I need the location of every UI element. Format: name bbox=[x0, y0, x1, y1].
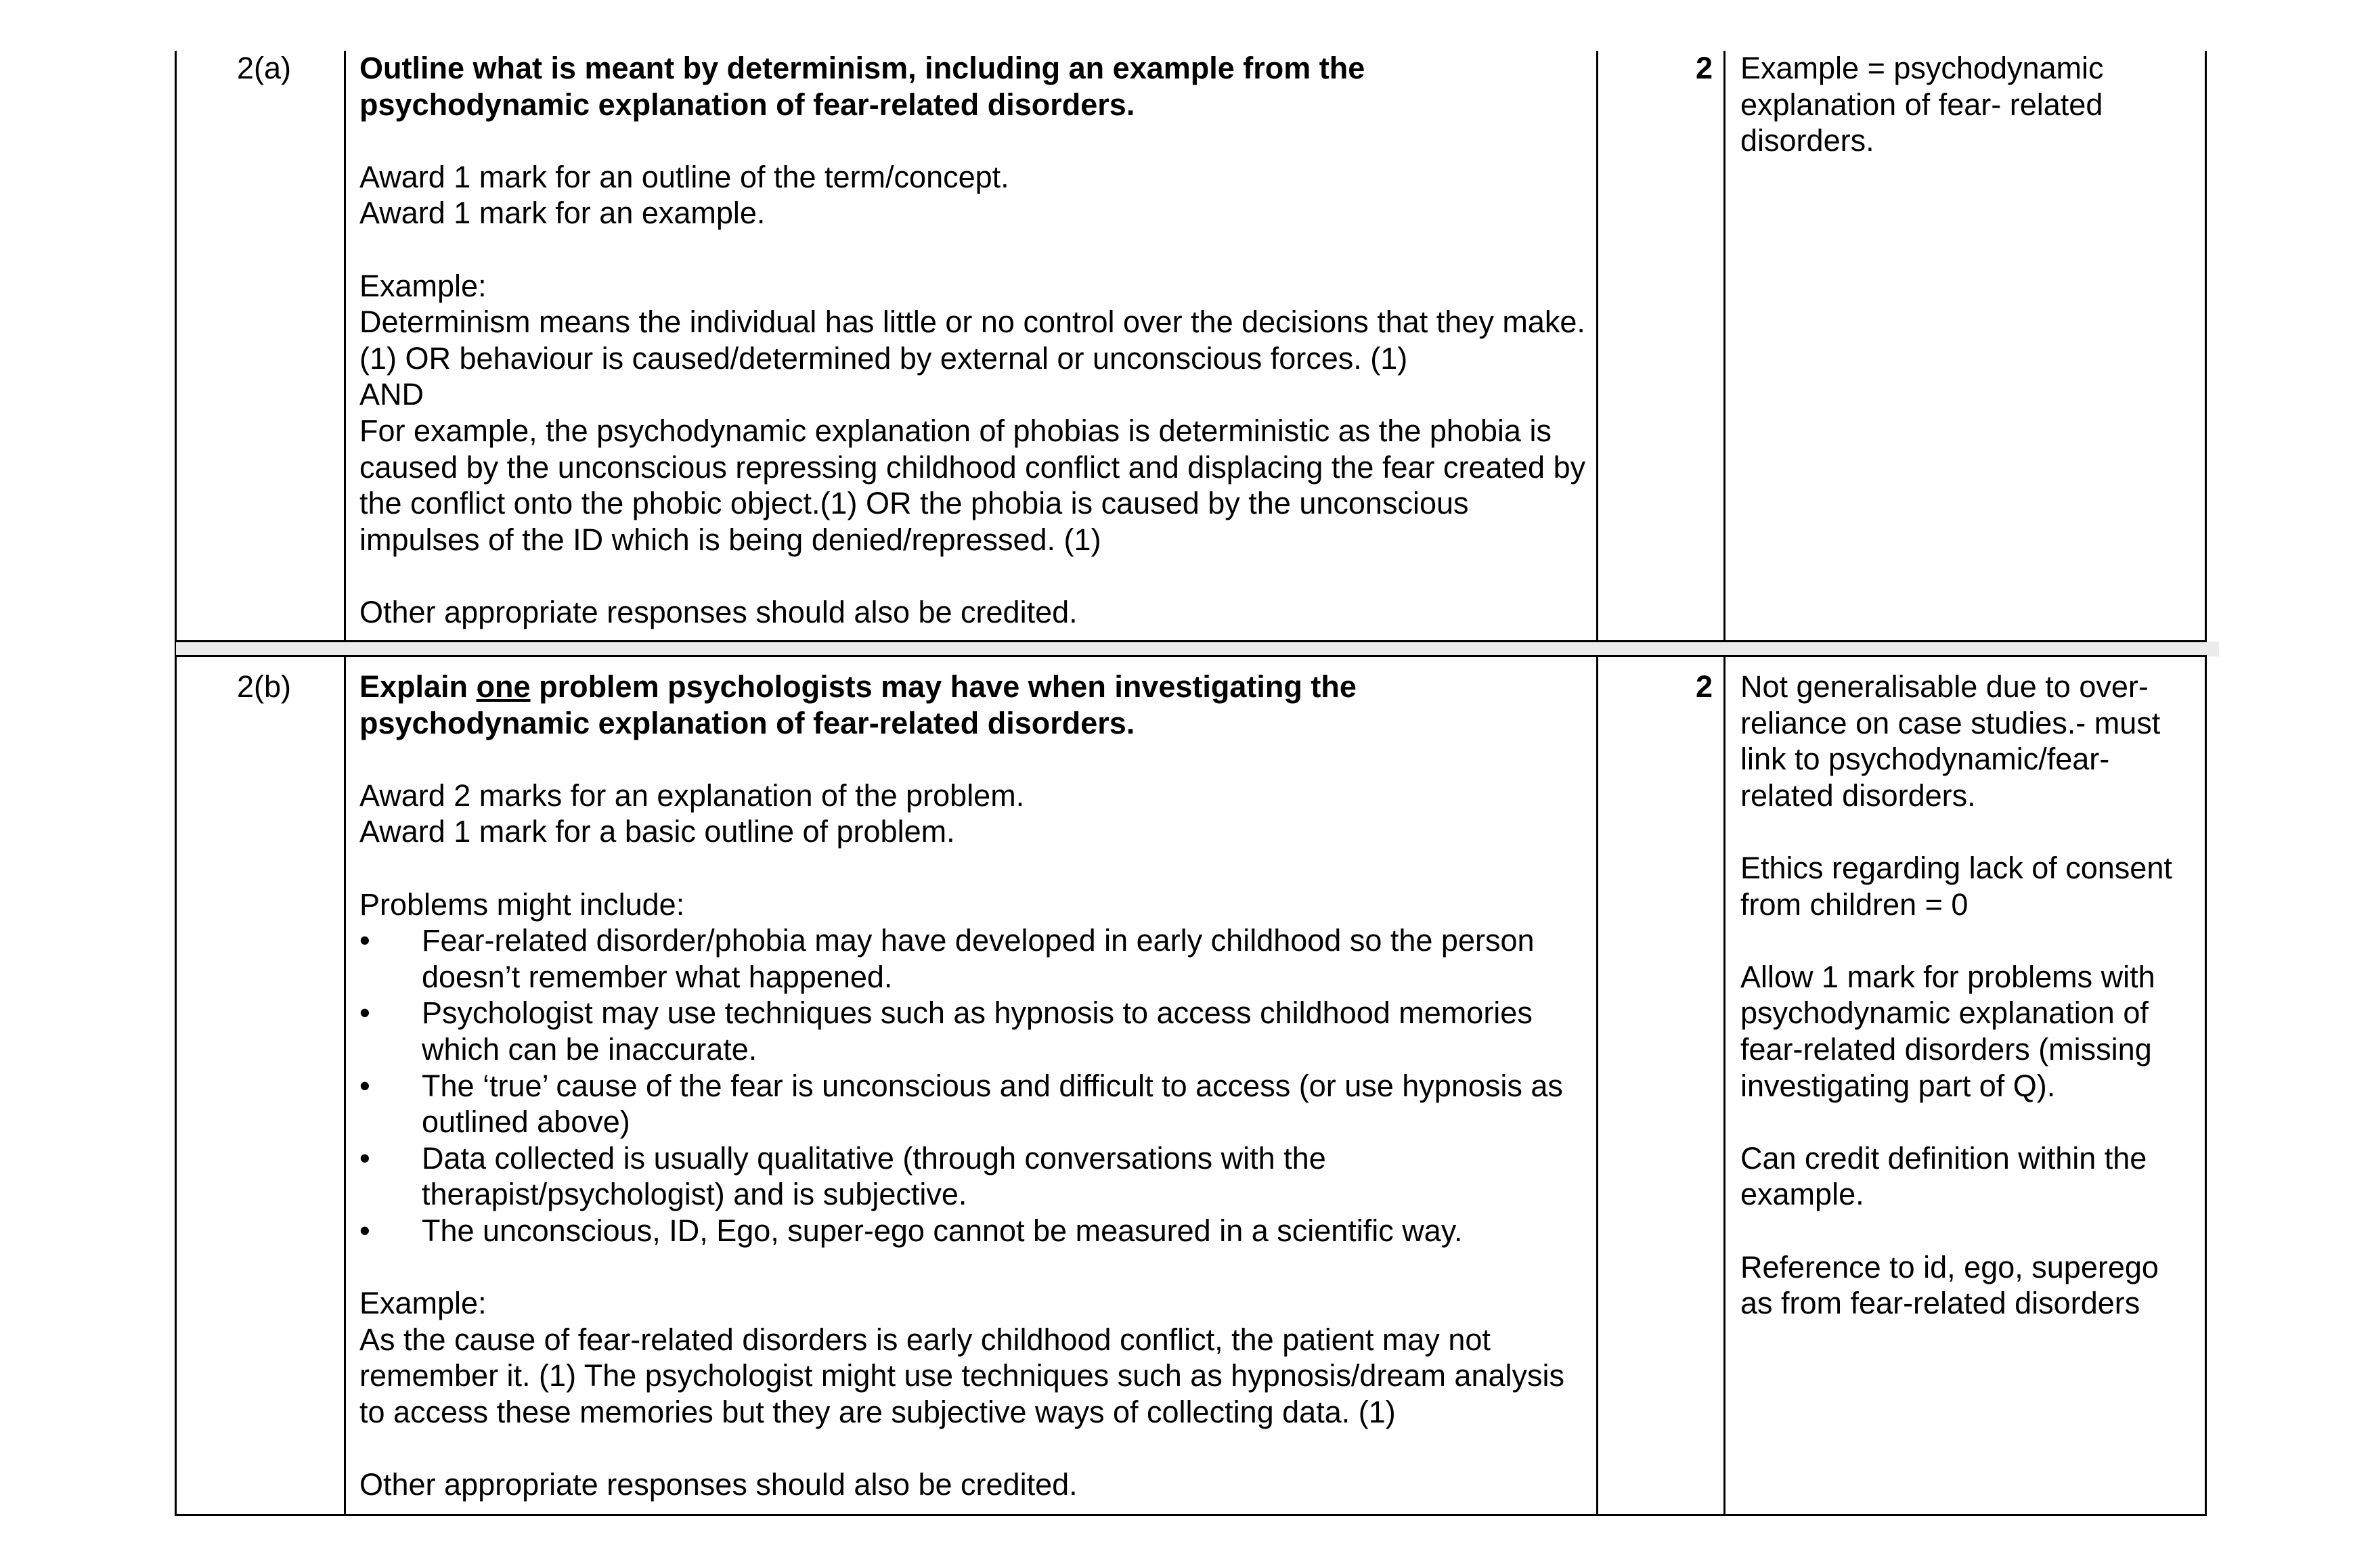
example-label: Example: bbox=[359, 268, 487, 303]
example-text: Determinism means the individual has little or no control over the decisions that they make. (1) OR behaviour is caused/determined by external or unconscious forces. (1) bbox=[359, 305, 1585, 376]
guidance-paragraph: Not generalisable due to over-reliance on case studies.- must link to psychodynamic/fear-related disorders. bbox=[1740, 669, 2161, 813]
award-line: Award 1 mark for a basic outline of problem. bbox=[359, 814, 955, 849]
guidance-text bbox=[1740, 669, 2197, 1322]
list-item bbox=[359, 922, 1588, 995]
closing-note: Other appropriate responses should also be credited. bbox=[359, 1467, 1078, 1502]
list-item bbox=[359, 1213, 1588, 1249]
column-divider-guidance bbox=[1723, 51, 1725, 1516]
problems-list bbox=[359, 922, 1588, 1249]
example-text: For example, the psychodynamic explanation of phobias is deterministic as the phobia is caused by the unconscious repressing childhood conflict and displacing the fear created by the conflict onto the phobic object.(1) OR the phobia is caused by the unconscious impulses of the ID which is being denied/repressed. (1) bbox=[359, 413, 1586, 557]
list-item bbox=[359, 1140, 1588, 1213]
row-separator-bottom bbox=[175, 655, 2207, 657]
bullet-icon: • bbox=[359, 995, 370, 1031]
question-text: Outline what is meant by determinism, including an example from the psychodynamic explanation of fear-related disorders. bbox=[359, 51, 1365, 122]
guidance-paragraph: Can credit definition within the example. bbox=[1740, 1140, 2147, 1212]
list-item-text: Psychologist may use techniques such as hypnosis to access childhood memories which can be inaccurate. bbox=[422, 995, 1533, 1067]
bullet-icon: • bbox=[359, 923, 370, 958]
marks-value: 2 bbox=[1695, 51, 1713, 85]
list-item bbox=[359, 995, 1588, 1067]
list-item bbox=[359, 1068, 1588, 1140]
guidance-paragraph: Reference to id, ego, superego as from fear-related disorders bbox=[1740, 1249, 2159, 1321]
example-text: As the cause of fear-related disorders is early childhood conflict, the patient may not remember it. (1) The psychologist might use techniques such as hypnosis/dream analysis to access these memories but they are subjective ways of collecting data. (1) bbox=[359, 1322, 1565, 1429]
question-number: 2(b) bbox=[236, 669, 291, 704]
bullet-icon: • bbox=[359, 1140, 370, 1175]
marks-value: 2 bbox=[1695, 669, 1713, 704]
answer-content-2a bbox=[359, 50, 1588, 631]
table-border-left bbox=[175, 51, 177, 1516]
question-text-end: problem psychologists may have when investigating the psychodynamic explanation of fear-related disorders. bbox=[359, 669, 1357, 740]
list-item-text: The unconscious, ID, Ego, super-ego cannot be measured in a scientific way. bbox=[422, 1213, 1463, 1248]
closing-note: Other appropriate responses should also be credited. bbox=[359, 594, 1078, 629]
bullet-icon: • bbox=[359, 1068, 370, 1103]
table-border-bottom bbox=[175, 1514, 2207, 1516]
bullet-icon: • bbox=[359, 1213, 370, 1248]
example-label: Example: bbox=[359, 1286, 487, 1321]
underlined-word: one bbox=[476, 669, 531, 704]
problems-label: Problems might include: bbox=[359, 887, 685, 922]
list-item-text: The ‘true’ cause of the fear is unconscious and difficult to access (or use hypnosis as outlined above) bbox=[422, 1068, 1563, 1140]
guidance-paragraph: Allow 1 mark for problems with psychodynamic explanation of fear-related disorders (missing investigating part of Q). bbox=[1740, 959, 2155, 1103]
row-separator-band bbox=[176, 642, 2219, 656]
question-text-start: Explain bbox=[359, 669, 477, 704]
table-border-right bbox=[2205, 51, 2207, 1516]
award-line: Award 1 mark for an example. bbox=[359, 196, 766, 231]
list-item-text: Fear-related disorder/phobia may have developed in early childhood so the person doesn’t remember what happened. bbox=[422, 923, 1535, 994]
guidance-paragraph: Ethics regarding lack of consent from children = 0 bbox=[1740, 850, 2172, 922]
answer-content-2b bbox=[359, 669, 1588, 1503]
guidance-paragraph: Example = psychodynamic explanation of fear- related disorders. bbox=[1740, 51, 2104, 158]
row-separator-top bbox=[175, 640, 2207, 642]
award-line: Award 2 marks for an explanation of the problem. bbox=[359, 778, 1025, 813]
question-number: 2(a) bbox=[236, 51, 291, 85]
column-divider-marks bbox=[1596, 51, 1598, 1516]
question-text bbox=[359, 669, 1588, 741]
and-label: AND bbox=[359, 377, 424, 412]
guidance-text bbox=[1740, 50, 2197, 159]
list-item-text: Data collected is usually qualitative (through conversations with the therapist/psychologist) and is subjective. bbox=[422, 1140, 1326, 1212]
award-line: Award 1 mark for an outline of the term/concept. bbox=[359, 159, 1009, 194]
column-divider-question bbox=[344, 51, 346, 1516]
